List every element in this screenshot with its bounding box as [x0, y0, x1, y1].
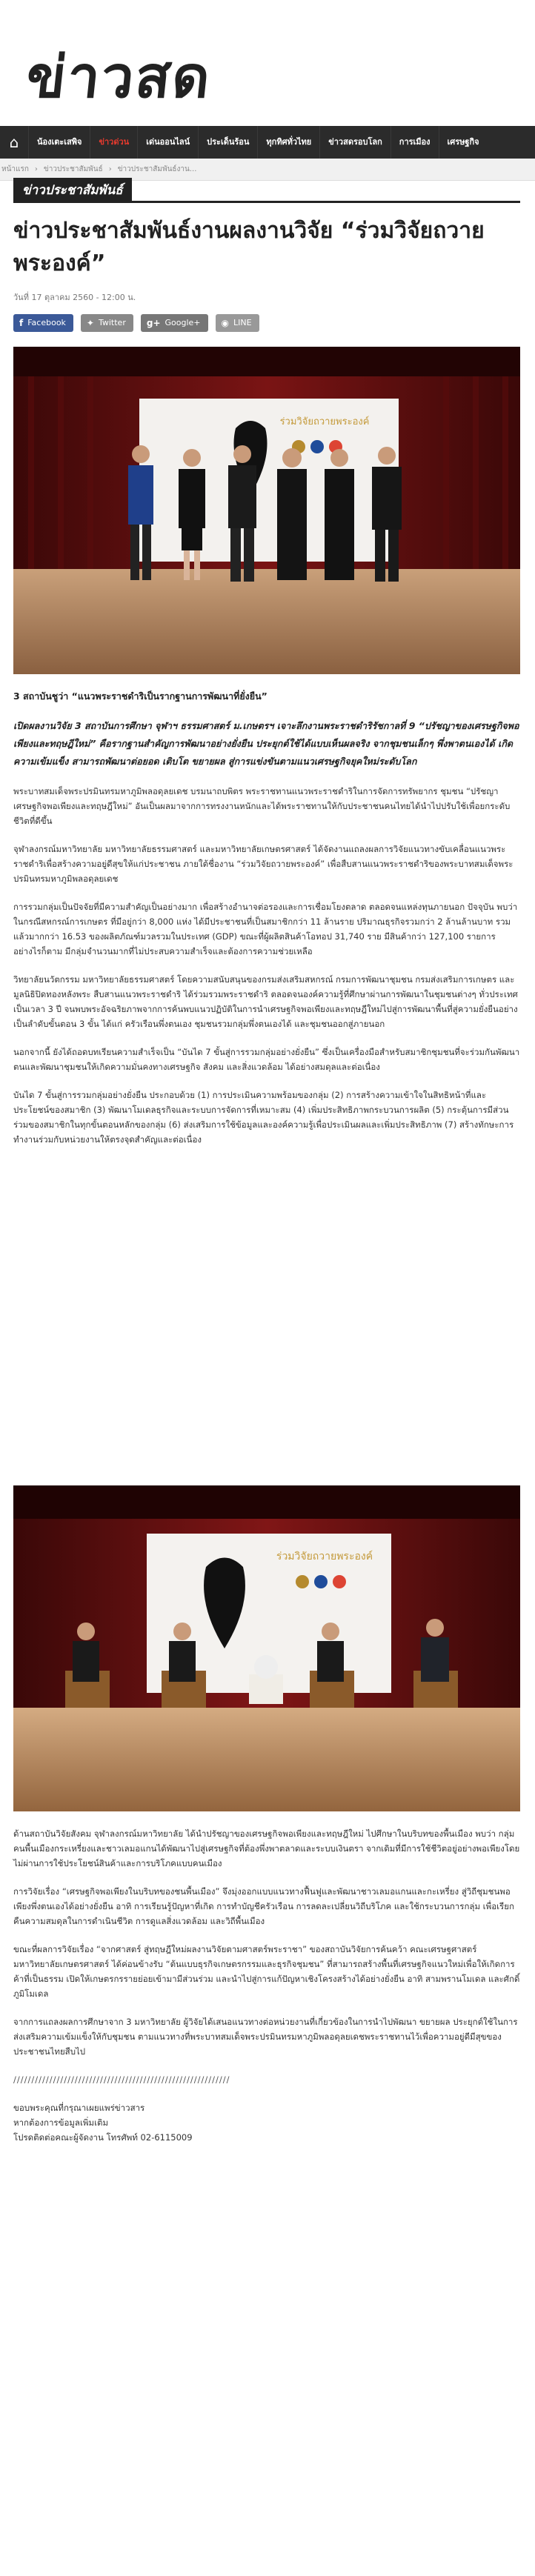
site-logo[interactable]: ข่าวสด: [23, 44, 215, 111]
line-share-button[interactable]: [216, 314, 259, 332]
main-nav: [0, 126, 535, 159]
article-paragraph: การรวมกลุ่มเป็นปัจจัยที่มีความสำคัญเป็นอย่างมาก เพื่อสร้างอำนาจต่อรองและการเชื่อมโยงตลาด ตลอดจนแหล่งทุนภายนอก ปัจจุบัน พบว่า ในกรณีสหกรณ์การเกษตร ที่มีอยู่กว่า 8,000 แห่ง ได้มีประชาชนที่เป็นสมาชิกกว่า 11 ล้านราย ปริมาณธุรกิจรวมกว่า 2 ล้านล้านบาท รวมแล้วมากกว่า 16.53 ของผลิตภัณฑ์มวลรวมในประเทศ (GDP) ขณะที่ผู้ผลิตสินค้าโอทอป 31,740 ราย มีสินค้ากว่า 127,100 รายการ อย่างไรก็ตาม มีกลุ่มจำนวนมากที่ไม่ประสบความสำเร็จและต้องการความช่วยเหลือ: [13, 902, 518, 956]
breadcrumb-separator: ›: [34, 165, 38, 173]
article-divider-line: ////////////////////////////////////////////////////////////: [13, 2074, 230, 2085]
article-date: วันที่ 17 ตุลาคม 2560 - 12:00 น.: [13, 293, 136, 302]
nav-item[interactable]: น้องเตะเสพิจ: [28, 126, 90, 159]
article-photo-group: [13, 347, 520, 674]
article-paragraph: วิทยาลัยนวัตกรรม มหาวิทยาลัยธรรมศาสตร์ โดยความสนับสนุนของกรมส่งเสริมสหกรณ์ กรมการพัฒนาชุมชน กรมส่งเสริมการเกษตร และมูลนิธิปิดทองหลังพระ สืบสานแนวพระราชดำริ ได้ร่วมรวมพระราชดำริ ตลอดจนองค์ความรู้ที่ศึกษาผ่านการพัฒนาในชุมชนต่างๆ ทั่วประเทศเป็นเวลา 3 ปี จนพบพระอัจฉริยภาพจากการค้นพบแนวปฏิบัติในการนำเศรษฐกิจพอเพียงและทฤษฎีใหม่ไปสู่การพัฒนาพื้นที่สู่ความยั่งยืนอย่างเป็นลำดับขั้นตอน 3 ขั้น ได้แก่ ครัวเรือนพึ่งตนเอง ชุมชนรวมกลุ่มพึ่งตนเองได้ และชุมชนออกสู่ภายนอก: [13, 974, 518, 1029]
google-plus-share-button[interactable]: [141, 314, 208, 332]
twitter-icon: ✦: [86, 318, 94, 328]
article-lead: 3 สถาบันชูว่า “แนวพระราชดำริเป็นรากฐานการพัฒนาที่ยั่งยืน”: [13, 690, 268, 702]
facebook-share-label: Facebook: [27, 318, 66, 327]
article-title: ข่าวประชาสัมพันธ์งานผลงานวิจัย “ร่วมวิจัยถวายพระองค์”: [13, 218, 485, 276]
article-paragraph: นอกจากนี้ ยังได้ถอดบทเรียนความสำเร็จเป็น “บันได 7 ขั้นสู่การรวมกลุ่มอย่างยั่งยืน” ซึ่งเป็นเครื่องมือสำหรับสมาชิกชุมชนที่จะร่วมกันพัฒนาตนและพัฒนาชุมชนให้เกิดความมั่นคงทางเศรษฐกิจ สังคม และสิ่งแวดล้อม ได้อย่างสมดุลและต่อเนื่อง: [13, 1047, 520, 1072]
twitter-share-label: Twitter: [98, 318, 126, 327]
nav-item[interactable]: ข่าวด่วน: [90, 126, 137, 159]
article-paragraph: จุฬาลงกรณ์มหาวิทยาลัย มหาวิทยาลัยธรรมศาสตร์ และมหาวิทยาลัยเกษตรศาสตร์ ได้จัดงานแถลงผลการวิจัยแนวทางขับเคลื่อนแนวพระราชดำริเพื่อสร้างความอยู่ดีสุขให้แก่ประชาชน ภายใต้ชื่องาน “ร่วมวิจัยถวายพระองค์” เพื่อสืบสานแนวพระราชดำริของพระบาทสมเด็จพระปรมินทรมหาภูมิพลอดุลยเดช: [13, 844, 514, 884]
nav-item[interactable]: เศรษฐกิจ: [439, 126, 488, 159]
article-intro: เปิดผลงานวิจัย 3 สถาบันการศึกษา จุฬาฯ ธรรมศาสตร์ ม.เกษตรฯ เจาะลึกงานพระราชดำริรัชกาลที่ 9 “ปรัชญาของเศรษฐกิจพอเพียงและทฤษฎีใหม่” คือรากฐานสำคัญการพัฒนาอย่างยั่งยืน ประยุกต์ใช้ได้แบบเห็นผลจริง จากชุมชนเล็กๆ พึ่งพาตนเองได้ เกิดความเข้มแข็ง สามารถพัฒนาต่อยอด เติบโต ขยายผล สู่การแข่งขันตามแนวเศรษฐกิจยุคใหม่ระดับโลก: [13, 720, 519, 767]
article-body-part1: [13, 689, 520, 1160]
line-icon: ◉: [221, 318, 230, 328]
google-plus-icon: g+: [146, 318, 161, 328]
article-paragraph: ด้านสถาบันวิจัยสังคม จุฬาลงกรณ์มหาวิทยาลัย ได้นำปรัชญาของเศรษฐกิจพอเพียงและทฤษฎีใหม่ ไปศึกษาในบริบทของพื้นเมือง พบว่า กลุ่มคนพื้นเมืองกระเหรี่ยงและชาวเลมอแกนได้พัฒนาไปสู่เศรษฐกิจที่ต้องพึ่งพาตลาดและระบบเงินตรา จากเดิมที่มีการใช้ชีวิตอยู่อย่างพอเพียงโดยไม่ผ่านการใช้ประโยชน์สินค้าและการบริโภคแบบคนเมือง: [13, 1828, 520, 1868]
article-paragraph: จากการแถลงผลการศึกษาจาก 3 มหาวิทยาลัย ผู้วิจัยได้เสนอแนวทางต่อหน่วยงานที่เกี่ยวข้องในการนำไปพัฒนา ขยายผล ประยุกต์ใช้ในการส่งเสริมความเข้มแข็งให้กับชุมชน ตามแนวทางที่พระบาทสมเด็จพระปรมินทรมหาภูมิพลอดุลยเดชพระราชทานไว้เพื่อความอยู่ดีมีสุขของประชาชนไทยสืบไป: [13, 2017, 518, 2057]
twitter-share-button[interactable]: [81, 314, 133, 332]
section-header: [13, 178, 520, 203]
facebook-share-button[interactable]: [13, 314, 73, 332]
breadcrumb-home[interactable]: หน้าแรก: [1, 165, 29, 173]
stage-sign-text: ร่วมวิจัยถวายพระองค์: [276, 1551, 373, 1562]
breadcrumb-separator: ›: [108, 165, 112, 173]
nav-item[interactable]: การเมือง: [391, 126, 439, 159]
article-paragraph: พระบาทสมเด็จพระปรมินทรมหาภูมิพลอดุลยเดช บรมนาถบพิตร พระราชทานแนวพระราชดำริในการจัดการทรัพยากร ชุมชน “ปรัชญาเศรษฐกิจพอเพียงและทฤษฎีใหม่” อันเป็นผลมาจากการทรงงานหนักและได้พระราชทานให้กับประชาชนคนไทยได้นำไปปรับใช้เพื่อยกระดับชีวิตที่ดีขึ้น: [13, 786, 511, 826]
article-paragraph: ขณะที่ผลการวิจัยเรื่อง “จากศาสตร์ สู่ทฤษฎีใหม่ผลงานวิจัยตามศาสตร์พระราชา” ของสถาบันวิจัยการค้นคว้า คณะเศรษฐศาสตร์ มหาวิทยาลัยเกษตรศาสตร์ ได้ค่อนข้างรับ “ต้นแบบธุรกิจเกษตรกรรมและธุรกิจชุมชน” ที่สามารถสร้างพื้นที่เศรษฐกิจแนวใหม่เพื่อให้เกิดการค้าที่เป็นธรรม เปิดให้เกษตรกรรายย่อยเข้ามามีส่วนร่วม และนำไปสู่การแก้ปัญหาเชิงโครงสร้างได้อย่างยั่งยืน อาทิ สามพรานโมเดล และศักดิ์ภูมิโมเดล: [13, 1944, 520, 1999]
group-photo-illustration: [13, 347, 520, 674]
nav-item[interactable]: ข่าวสดรอบโลก: [319, 126, 391, 159]
article-body-part2: [13, 1826, 520, 2158]
section-label[interactable]: ข่าวประชาสัมพันธ์: [13, 178, 132, 203]
facebook-icon: f: [19, 318, 24, 328]
article-paragraph: บันได 7 ขั้นสู่การรวมกลุ่มอย่างยั่งยืน ประกอบด้วย (1) การประเมินความพร้อมของกลุ่ม (2) การสร้างความเข้าใจในสิทธิหน้าที่และประโยชน์ของสมาชิก (3) พัฒนาโมเดลธุรกิจและระบบการจัดการที่เหมาะสม (4) เพิ่มประสิทธิภาพกระบวนการผลิต (5) กระตุ้นการมีส่วนร่วมของสมาชิกในทุกขั้นตอนหลักของกลุ่ม (6) ส่งเสริมการใช้ข้อมูลและองค์ความรู้เพื่อประเมินผลและเพิ่มประสิทธิภาพ (7) สร้างทักษะการทำงานร่วมกับหน่วยงานให้ตรงจุดสำคัญและต่อเนื่อง: [13, 1090, 514, 1145]
stage-sign-text: ร่วมวิจัยถวายพระองค์: [279, 416, 370, 427]
article-paragraph: การวิจัยเรื่อง “เศรษฐกิจพอเพียงในบริบทของชนพื้นเมือง” จึงมุ่งออกแบบแนวทางฟื้นฟูและพัฒนาชาวเลมอแกนและกะเหรี่ยง สู่วิถีชุมชนพอเพียงพึ่งตนเองได้อย่างยั่งยืน อาทิ การเรียนรู้ปัญหาที่เกิด การทำบัญชีครัวเรือน การลดละเปลี่ยนวิถีบริโภค และใช้กระบวนการกลุ่ม เพื่อเรียกคืนความสมดุลในการดำเนินชีวิต การดูแลสิ่งแวดล้อม และวิถีพื้นเมือง: [13, 1886, 514, 1926]
share-bar: [13, 314, 259, 332]
article-contact-info: ขอบพระคุณที่กรุณาเผยแพร่ข่าวสาร หากต้องการข้อมูลเพิ่มเติม โปรดติดต่อคณะผู้จัดงาน โทรศัพท์ 02-6115009: [13, 2103, 193, 2143]
panel-photo-illustration: [13, 1485, 520, 1811]
nav-item[interactable]: ประเด็นร้อน: [198, 126, 257, 159]
nav-item[interactable]: เด่นออนไลน์: [137, 126, 198, 159]
line-share-label: LINE: [233, 318, 252, 327]
article-photo-panel: [13, 1485, 520, 1811]
google-share-label: Google+: [165, 318, 201, 327]
site-header: [0, 0, 535, 126]
breadcrumb-section[interactable]: ข่าวประชาสัมพันธ์: [43, 165, 103, 173]
home-icon[interactable]: ⌂: [9, 133, 19, 151]
breadcrumb-current: ข่าวประชาสัมพันธ์งาน...: [117, 165, 197, 173]
nav-item[interactable]: ทุกทิศทั่วไทย: [257, 126, 319, 159]
